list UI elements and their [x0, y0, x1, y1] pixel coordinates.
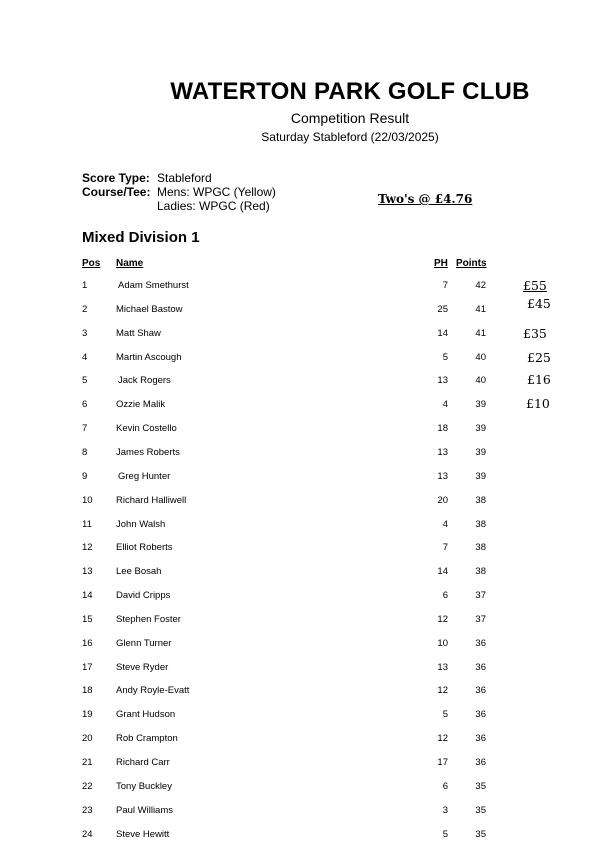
prize-amount: £16: [527, 372, 551, 387]
points-cell: 39: [475, 471, 486, 482]
name-cell: Adam Smethurst: [118, 280, 189, 291]
pos-column-header: Pos: [82, 258, 101, 269]
playing-handicap-cell: 4: [442, 399, 448, 410]
points-cell: 37: [475, 614, 486, 625]
name-cell: Ozzie Malik: [116, 399, 166, 410]
position-cell: 8: [82, 447, 88, 458]
playing-handicap-cell: 12: [437, 685, 448, 696]
ph-column-header: PH: [434, 258, 448, 269]
name-cell: John Walsh: [116, 519, 166, 530]
position-cell: 17: [82, 662, 93, 673]
playing-handicap-cell: 14: [437, 566, 448, 577]
playing-handicap-cell: 12: [437, 614, 448, 625]
playing-handicap-cell: 6: [442, 590, 448, 601]
position-cell: 22: [82, 781, 93, 792]
name-cell: Elliot Roberts: [116, 542, 173, 553]
playing-handicap-cell: 13: [437, 375, 448, 386]
name-cell: Tony Buckley: [116, 781, 172, 792]
name-cell: Rob Crampton: [116, 733, 178, 744]
points-cell: 37: [475, 590, 486, 601]
position-cell: 5: [82, 375, 88, 386]
points-column-header: Points: [456, 258, 487, 269]
points-cell: 38: [475, 495, 486, 506]
score-type-label: Score Type:: [82, 171, 150, 185]
name-cell: Stephen Foster: [116, 614, 181, 625]
points-cell: 36: [475, 662, 486, 673]
name-cell: Greg Hunter: [118, 471, 171, 482]
position-cell: 24: [82, 829, 93, 840]
position-cell: 13: [82, 566, 93, 577]
playing-handicap-cell: 7: [442, 542, 448, 553]
twos-note: Two's @ £4.76: [378, 192, 473, 206]
prize-amount: £25: [527, 350, 551, 365]
name-cell: Richard Halliwell: [116, 495, 187, 506]
name-cell: Steve Ryder: [116, 662, 169, 673]
playing-handicap-cell: 5: [442, 709, 448, 720]
playing-handicap-cell: 13: [437, 662, 448, 673]
name-cell: Glenn Turner: [116, 638, 172, 649]
points-cell: 38: [475, 542, 486, 553]
name-cell: Martin Ascough: [116, 352, 182, 363]
competition-subtitle: Competition Result: [290, 110, 410, 126]
name-cell: Matt Shaw: [116, 328, 161, 339]
position-cell: 11: [82, 519, 92, 530]
playing-handicap-cell: 10: [437, 638, 448, 649]
playing-handicap-cell: 13: [437, 447, 448, 458]
points-cell: 36: [475, 638, 486, 649]
position-cell: 12: [82, 542, 93, 553]
position-cell: 15: [82, 614, 93, 625]
name-cell: Andy Royle-Evatt: [116, 685, 190, 696]
playing-handicap-cell: 3: [442, 805, 448, 816]
position-cell: 3: [82, 328, 88, 339]
name-cell: Paul Williams: [116, 805, 174, 816]
position-cell: 23: [82, 805, 93, 816]
name-cell: Grant Hudson: [116, 709, 176, 720]
points-cell: 40: [475, 352, 486, 363]
points-cell: 36: [475, 733, 486, 744]
playing-handicap-cell: 7: [442, 280, 448, 291]
points-cell: 39: [475, 447, 486, 458]
position-cell: 18: [82, 685, 93, 696]
prize-amount: £35: [523, 326, 547, 341]
points-cell: 35: [475, 781, 486, 792]
prize-amount: £10: [526, 396, 550, 411]
name-cell: James Roberts: [116, 447, 180, 458]
points-cell: 40: [475, 375, 486, 386]
score-type-value: Stableford: [157, 171, 212, 185]
name-column-header: Name: [116, 258, 144, 269]
position-cell: 9: [82, 471, 88, 482]
playing-handicap-cell: 25: [437, 304, 448, 315]
position-cell: 4: [82, 352, 88, 363]
name-cell: Lee Bosah: [116, 566, 162, 577]
playing-handicap-cell: 5: [442, 829, 448, 840]
playing-handicap-cell: 12: [437, 733, 448, 744]
position-cell: 10: [82, 495, 93, 506]
club-title: WATERTON PARK GOLF CLUB: [170, 78, 530, 105]
points-cell: 35: [475, 829, 486, 840]
division-title: Mixed Division 1: [82, 229, 200, 246]
points-cell: 35: [475, 805, 486, 816]
prize-amount: £45: [527, 296, 551, 311]
points-cell: 39: [475, 423, 486, 434]
position-cell: 20: [82, 733, 93, 744]
name-cell: Michael Bastow: [116, 304, 183, 315]
competition-date: Saturday Stableford (22/03/2025): [261, 130, 439, 144]
name-cell: Jack Rogers: [118, 375, 171, 386]
position-cell: 6: [82, 399, 88, 410]
points-cell: 36: [475, 757, 486, 768]
position-cell: 14: [82, 590, 93, 601]
points-cell: 38: [475, 566, 486, 577]
position-cell: 19: [82, 709, 93, 720]
position-cell: 2: [82, 304, 88, 315]
playing-handicap-cell: 17: [437, 757, 448, 768]
prize-amount: £55: [523, 278, 547, 293]
playing-handicap-cell: 20: [437, 495, 448, 506]
course-mens-value: Mens: WPGC (Yellow): [157, 185, 276, 199]
name-cell: David Cripps: [116, 590, 171, 601]
name-cell: Richard Carr: [116, 757, 170, 768]
playing-handicap-cell: 18: [437, 423, 448, 434]
position-cell: 7: [82, 423, 88, 434]
points-cell: 41: [475, 304, 486, 315]
course-tee-label: Course/Tee:: [82, 185, 151, 199]
points-cell: 36: [475, 685, 486, 696]
name-cell: Kevin Costello: [116, 423, 177, 434]
playing-handicap-cell: 4: [442, 519, 448, 530]
playing-handicap-cell: 5: [442, 352, 448, 363]
points-cell: 39: [475, 399, 486, 410]
playing-handicap-cell: 14: [437, 328, 448, 339]
course-ladies-value: Ladies: WPGC (Red): [157, 199, 270, 213]
points-cell: 41: [475, 328, 486, 339]
points-cell: 42: [475, 280, 486, 291]
playing-handicap-cell: 13: [437, 471, 448, 482]
points-cell: 36: [475, 709, 486, 720]
position-cell: 1: [82, 280, 88, 291]
position-cell: 21: [82, 757, 93, 768]
position-cell: 16: [82, 638, 93, 649]
name-cell: Steve Hewitt: [116, 829, 170, 840]
playing-handicap-cell: 6: [442, 781, 448, 792]
points-cell: 38: [475, 519, 486, 530]
